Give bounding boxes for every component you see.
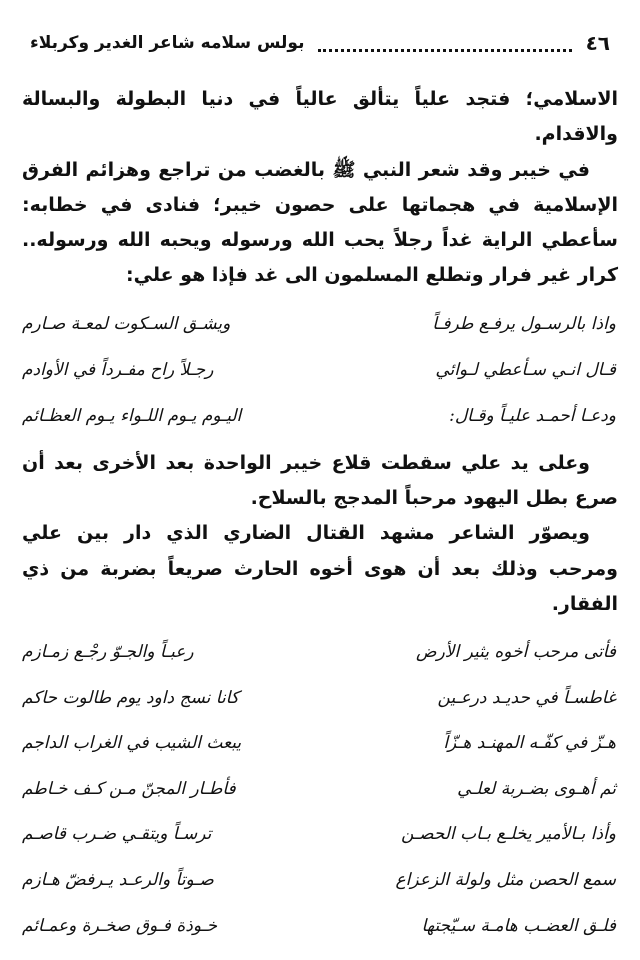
page-number: ٤٦ xyxy=(585,31,610,55)
poem-verse xyxy=(22,301,618,347)
verse-second-hemistich: ترسـاً ويتقـي ضـرب قاصـم xyxy=(21,824,212,845)
poem-verse xyxy=(22,629,618,675)
verse-first-hemistich: وأذا بـالأمير يخلـع بـاب الحصـن xyxy=(401,824,616,845)
verse-second-hemistich: يبعث الشيب في الغراب الداجم xyxy=(21,733,242,754)
verse-first-hemistich: ودعـا أحمـد عليـاً وقـال: xyxy=(449,405,616,426)
paragraph: ويصوّر الشاعر مشهد القتال الضاري الذي دار بين علي ومرحب وذلك بعد أن هوى أخوه الحارث صريعاً بضربة من ذي الفقار. xyxy=(22,522,618,615)
page-content xyxy=(22,82,618,955)
poem-verse xyxy=(22,766,618,812)
verse-first-hemistich: هـزّ في كفّـه المهنـد هـزّاً xyxy=(443,733,616,754)
verse-first-hemistich: واذا بالرسـول يرفـع طرفـاً xyxy=(432,313,616,334)
page-header xyxy=(30,28,610,58)
verse-first-hemistich: قـال انـي سـأعطي لـوائي xyxy=(435,359,616,380)
paragraph: في خيبر وقد شعر النبي ﷺ بالغضب من تراجع وهزائم الفرق الإسلامية في هجماتها على حصون خيبر؛ فنادى في خطابه: سأعطي الراية غداً رجلاً يحب الله ورسوله ويحبه الله ورسوله.. كرار غير فرار وتطلع المسلمون الى غد فإذا هو علي: xyxy=(22,158,618,287)
verse-first-hemistich: غاطسـاً في حديـد درعـين xyxy=(437,687,616,708)
verse-first-hemistich: ثم أهـوى بضـربة لعلـي xyxy=(457,778,616,799)
verse-second-hemistich: اليـوم يـوم اللـواء يـوم العظـائم xyxy=(21,405,242,426)
poem-verse xyxy=(22,347,618,393)
poem-block xyxy=(22,301,618,439)
poem-block xyxy=(22,629,618,948)
verse-second-hemistich: ويشـق السـكوت لمعـة صـارم xyxy=(21,313,231,334)
verse-second-hemistich: رجـلاً راح مفـرداً في الأوادم xyxy=(21,359,214,380)
leader-dots xyxy=(318,35,571,52)
verse-second-hemistich: صـوتاً والرعـد يـرفضّ هـازم xyxy=(21,870,214,891)
verse-first-hemistich: سمع الحصن مثل ولولة الزعزاع xyxy=(395,870,616,891)
verse-second-hemistich: خـوذة فـوق صخـرة وعمـائم xyxy=(21,915,218,936)
verse-first-hemistich: فلـق العضـب هامـة سـيّجتها xyxy=(421,915,616,936)
poem-verse xyxy=(22,903,618,949)
paragraph: وعلى يد علي سقطت قلاع خيبر الواحدة بعد الأخرى بعد أن صرع بطل اليهود مرحباً المدجج بالسلاح. xyxy=(22,451,618,510)
verse-second-hemistich: رعبـاً والجـوّ رجْـع زمـازم xyxy=(21,642,194,663)
poem-verse xyxy=(22,857,618,903)
poem-verse xyxy=(22,393,618,439)
poem-verse xyxy=(22,675,618,721)
verse-first-hemistich: فأتى مرحب أخوه يثير الأرض xyxy=(416,642,616,663)
paragraph: الاسلامي؛ فتجد علياً يتألق عالياً في دنيا البطولة والبسالة والاقدام. xyxy=(22,88,618,146)
verse-second-hemistich: كانا نسج داود يوم طالوت حاكم xyxy=(21,687,239,708)
running-title: بولس سلامه شاعر الغدير وكربلاء xyxy=(30,33,305,53)
poem-verse xyxy=(22,720,618,766)
poem-verse xyxy=(22,812,618,858)
verse-second-hemistich: فأطـار المجنّ مـن كـف خـاطم xyxy=(21,778,236,799)
